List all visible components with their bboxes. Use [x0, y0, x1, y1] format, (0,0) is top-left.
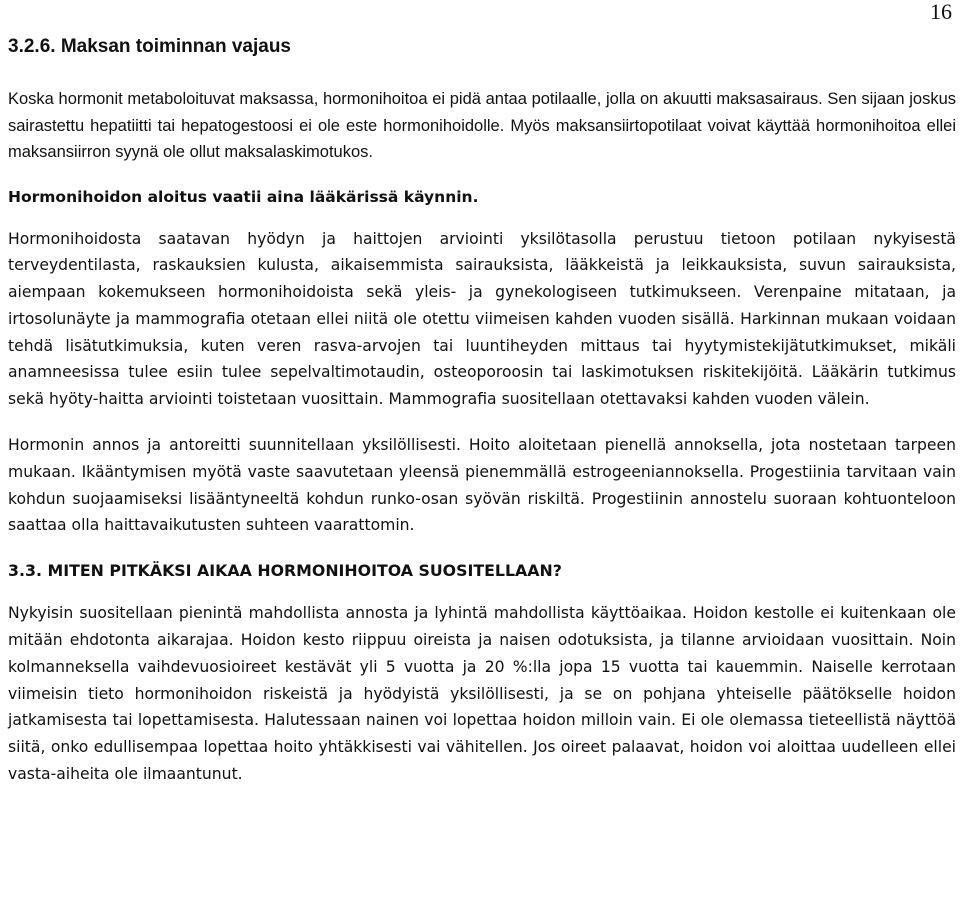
dosage-paragraph: Hormonin annos ja antoreitti suunnitellaan yksilöllisesti. Hoito aloitetaan pienellä annoksella, jota nostetaan tarpeen mukaan. Ikääntymisen myötä vaste saavutetaan yleensä pienemmällä estrogeeniannoksella. Progestiinia tarvitaan vain kohdun suojaamiseksi lisääntyneeltä kohdun runko-osan syövän riskiltä. Progestiinin annostelu suoraan kohtuonteloon saattaa olla haittavaikutusten suhteen vaarattomin.	[8, 436, 956, 535]
assessment-paragraph: Hormonihoidosta saatavan hyödyn ja haittojen arviointi yksilötasolla perustuu tietoon potilaan nykyisestä terveydentilasta, raskauksien kulusta, aikaisemmista sairauksista, lääkkeistä ja leikkauksista, suvun sairauksista, aiempaan kokemukseen hormonihoidoista sekä yleis- ja gynekologiseen tutkimukseen. Verenpaine mitataan, ja irtosolunäyte ja mammografia otetaan ellei niitä ole otettu viimeisen kahden vuoden sisällä. Harkinnan mukaan voidaan tehdä lisätutkimuksia, kuten veren rasva-arvojen tai luuntiheyden mittaus tai hyytymistekijätutkimukset, mikäli anamneesissa tulee esiin tulee sepelvaltimotaudin, osteoporoosin tai laskimotuksen riskitekijöitä. Lääkärin tutkimus sekä hyöty-haitta arviointi toistetaan vuosittain. Mammografia suositellaan otettavaksi kahden vuoden välein.	[8, 229, 956, 409]
section-heading-liver: 3.2.6. Maksan toiminnan vajaus	[8, 36, 291, 57]
intro-paragraph: Koska hormonit metaboloituvat maksassa, hormonihoitoa ei pidä antaa potilaalle, jolla on akuutti maksasairaus. Sen sijaan joskus sairastettu hepatiitti tai hepatogestoosi ei ole este hormonihoidolle. Myös maksansiirtopotilaat voivat käyttää hormonihoitoa ellei maksansiirron syynä ole ollut maksalaskimotukos.	[8, 90, 956, 161]
page-number: 16	[930, 0, 952, 24]
bold-statement: Hormonihoidon aloitus vaatii aina lääkärissä käynnin.	[8, 187, 479, 206]
section-heading-duration: 3.3. MITEN PITKÄKSI AIKAA HORMONIHOITOA SUOSITELLAAN?	[8, 561, 562, 581]
document-body	[8, 34, 956, 807]
duration-paragraph: Nykyisin suositellaan pienintä mahdollista annosta ja lyhintä mahdollista käyttöaikaa. Hoidon kestolle ei kuitenkaan ole mitään ehdotonta aikarajaa. Hoidon kesto riippuu oireista ja naisen odotuksista, ja tilanne arvioidaan vuosittain. Noin kolmanneksella vaihdevuosioireet kestävät yli 5 vuotta ja 20 %:lla jopa 15 vuotta tai kauemmin. Naiselle kerrotaan viimeisin tieto hormonihoidon riskeistä ja hyödyistä yksilöllisesti, ja se on pohjana yhteiselle päätökselle hoidon jatkamisesta tai lopettamisesta. Halutessaan nainen voi lopettaa hoidon milloin vain. Ei ole olemassa tieteellistä näyttöä siitä, onko edullisempaa lopettaa hoito yhtäkkisesti vai vähitellen. Jos oireet palaavat, hoidon voi aloittaa uudelleen ellei vasta-aiheita ole ilmaantunut.	[8, 604, 956, 784]
